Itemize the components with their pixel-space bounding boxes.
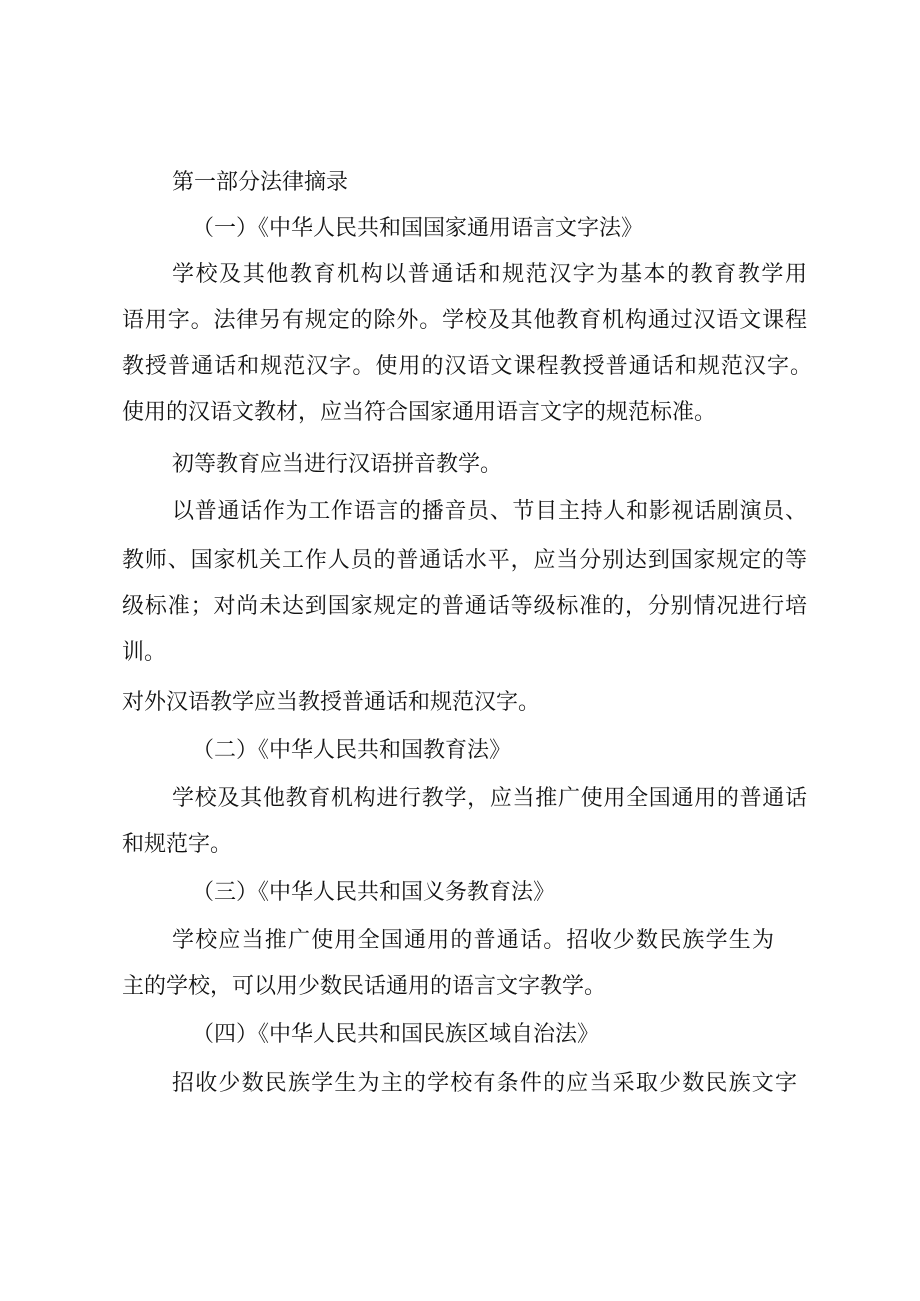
- paragraph-line: 使用的汉语文教材，应当符合国家通用语言文字的规范标准。: [122, 400, 717, 425]
- paragraph-line: 招收少数民族学生为主的学校有条件的应当采取少数民族文字: [172, 1071, 797, 1096]
- section-heading: （二）《中华人民共和国教育法》: [192, 738, 512, 763]
- paragraph-line: 教授普通话和规范汉字。使用的汉语文课程教授普通话和规范汉字。: [122, 354, 812, 379]
- section-heading: （四）《中华人民共和国民族区域自治法》: [192, 1022, 600, 1047]
- paragraph-line: 教师、国家机关工作人员的普通话水平，应当分别达到国家规定的等: [122, 548, 807, 573]
- paragraph-line: 语用字。法律另有规定的除外。学校及其他教育机构通过汉语文课程: [122, 308, 807, 333]
- paragraph-line: 学校应当推广使用全国通用的普通话。招收少数民族学生为: [172, 928, 774, 953]
- paragraph-line: 学校及其他教育机构进行教学，应当推广使用全国通用的普通话: [172, 786, 807, 811]
- section-heading: （三）《中华人民共和国义务教育法》: [192, 880, 556, 905]
- paragraph-line: 以普通话作为工作语言的播音员、节目主持人和影视话剧演员、: [172, 499, 807, 524]
- paragraph-line: 级标准；对尚未达到国家规定的普通话等级标准的，分别情况进行培: [122, 594, 807, 619]
- section-heading: （一）《中华人民共和国国家通用语言文字法》: [192, 216, 644, 241]
- part-title: 第一部分法律摘录: [172, 170, 349, 195]
- paragraph-line: 初等教育应当进行汉语拼音教学。: [172, 452, 503, 477]
- paragraph-line: 训。: [122, 640, 167, 665]
- paragraph-line: 学校及其他教育机构以普通话和规范汉字为基本的教育教学用: [172, 262, 807, 287]
- paragraph-line: 对外汉语教学应当教授普通话和规范汉字。: [122, 690, 541, 715]
- paragraph-line: 和规范字。: [122, 832, 233, 857]
- paragraph-line: 主的学校，可以用少数民话通用的语言文字教学。: [122, 974, 607, 999]
